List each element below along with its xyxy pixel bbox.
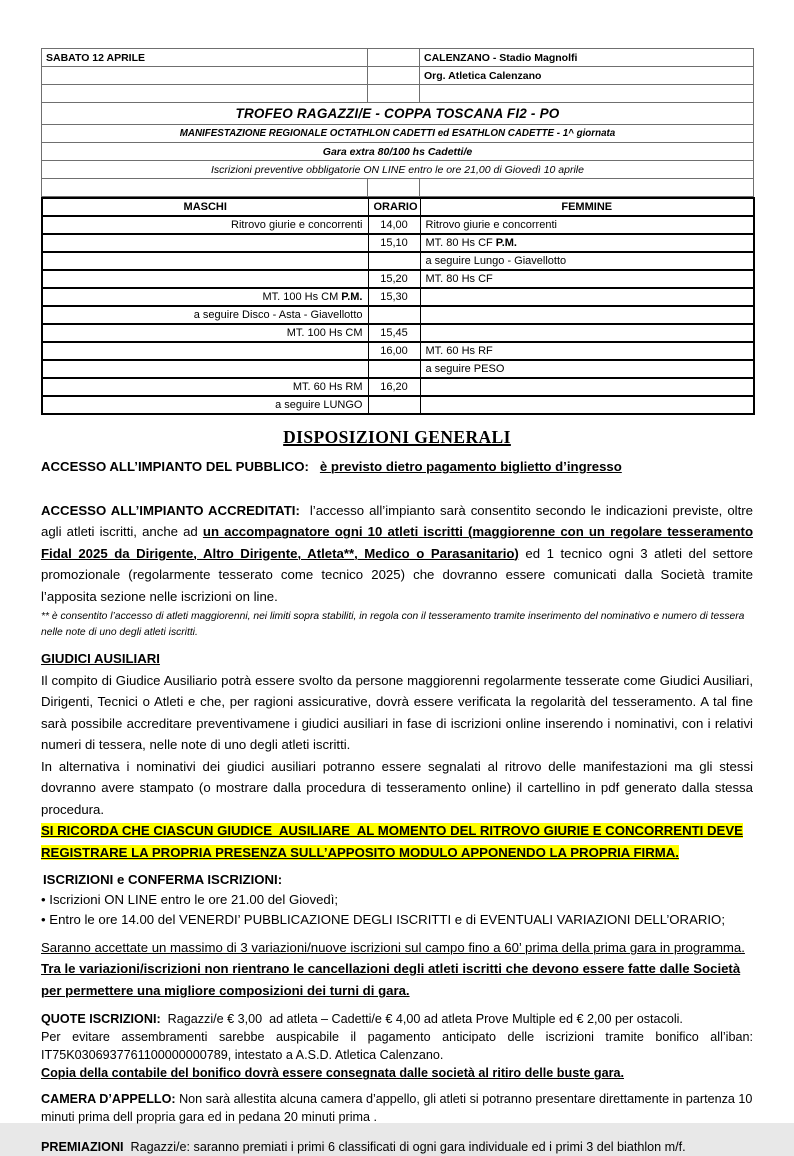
event-info-table [41,48,754,197]
iscrizioni-bullet-1: • Iscrizioni ON LINE entro le ore 21.00 del Giovedì; [41,892,339,907]
cell-maschi: MT. 100 Hs CM [42,324,368,342]
accesso-accreditati-paragraph: ACCESSO ALL’IMPIANTO ACCREDITATI: l’accesso all’impianto sarà consentito secondo le indicazioni previste, oltre agli atleti iscritti, anche ad un accompagnatore ogni 10 atleti iscritti (maggiorenne con un regolare tesseramento Fidal 2025 da Dirigente, Altro Dirigente, Atleta**, Medico o Parasanitario) ed 1 tecnico ogni 3 atleti del settore promozionale (regolarmente tesserato come tecnico 2025) che dovranno essere comunicati dalla Società tramite l’apposita sezione nelle iscrizioni on line. [41,502,754,604]
schedule-row [42,306,754,324]
cell-femmine [420,324,754,342]
info-row-organizer [42,67,754,85]
cell-femmine: MT. 80 Hs CF [420,270,754,288]
cell-maschi: a seguire Disco - Asta - Giavellotto [42,306,368,324]
cell-maschi: MT. 100 Hs CM P.M. [42,288,368,306]
cell-orario: 15,30 [368,288,420,306]
cell-maschi [42,252,368,270]
footnote-paragraph: ** è consentito l’accesso di atleti maggiorenni, nei limiti sopra stabiliti, in regola con il tesseramento tramite inserimento del nominativo e numero di tessera nelle note di uno degli atleti iscritti. [41,611,745,638]
empty-cell [42,67,368,85]
cell-orario: 16,00 [368,342,420,360]
schedule-row [42,342,754,360]
info-row-spacer [42,85,754,103]
cell-femmine: a seguire PESO [420,360,754,378]
schedule-row [42,270,754,288]
bonifico-paragraph: Per evitare assembramenti sarebbe auspicabile il pagamento anticipato delle iscrizioni tramite bonifico all’iban: IT75K0306937761100000000789, intestato a A.S.D. Atletica Calenzano. [41,1030,753,1062]
cell-orario: 15,20 [368,270,420,288]
giudici-paragraph-2: In alternativa i nominativi dei giudici ausiliari potranno essere segnalati al ritrovo delle manifestazioni ma gli stessi dovranno avere stampato (o mostrare dalla procedura di tesseramento online) il cartellino in pdf generato dalla stessa procedura. [41,758,753,817]
info-row-note [42,161,754,179]
schedule-row [42,378,754,396]
info-row-date-venue [42,49,754,67]
cell-maschi [42,270,368,288]
cell-maschi [42,342,368,360]
cell-orario: 15,10 [368,234,420,252]
cell-maschi [42,360,368,378]
event-extra-race: Gara extra 80/100 hs Cadetti/e [42,143,754,161]
info-row-spacer [42,179,754,197]
quote-iscrizioni-paragraph: QUOTE ISCRIZIONI: Ragazzi/e € 3,00 ad atleta – Cadetti/e € 4,00 ad atleta Prove Multiple ed € 2,00 per ostacoli. [41,1012,683,1026]
schedule-row [42,324,754,342]
iscrizioni-heading: ISCRIZIONI e CONFERMA ISCRIZIONI: [43,872,283,887]
cell-maschi [42,234,368,252]
giudici-paragraph-1: Il compito di Giudice Ausiliario potrà essere svolto da persone maggiorenni regolarmente tesserate come Giudici Ausiliari, Dirigenti, Tecnici o Atleti e che, per ragioni assicurative, dovrà essere verificata la regolarità del tesseramento. A tal fine sarà possibile accreditare preventivamene i giudici ausiliari in fase di iscrizioni online inserendo i nominativi, con i relativi numeri di tessera, nelle note di uno degli atleti iscritti. [41,672,753,752]
cell-maschi: a seguire LUNGO [42,396,368,414]
empty-cell [368,67,420,85]
empty-cell [42,179,368,197]
giudici-highlight-notice: SI RICORDA CHE CIASCUN GIUDICE AUSILIARE AL MOMENTO DEL RITROVO GIURIE E CONCORRENTI DEVE REGISTRARE LA PROPRIA PRESENZA SULL’APPOSITO MODULO APPONENDO LA PROPRIA FIRMA. [41,823,743,860]
empty-cell [368,49,420,67]
camera-appello-paragraph: CAMERA D’APPELLO: Non sarà allestita alcuna camera d’appello, gli atleti si potranno presentare direttamente in partenza 10 minuti prima dell propria gara ed in pedana 20 minuti prima . [41,1092,753,1124]
cell-femmine: Ritrovo giurie e concorrenti [420,216,754,234]
giudici-ausiliari-heading: GIUDICI AUSILIARI [41,651,160,666]
cell-femmine: a seguire Lungo - Giavellotto [420,252,754,270]
schedule-row [42,252,754,270]
page-title: DISPOSIZIONI GENERALI [283,427,511,447]
cell-femmine: MT. 60 Hs RF [420,342,754,360]
column-header-femmine: FEMMINE [420,198,754,216]
cell-femmine [420,306,754,324]
schedule-row [42,234,754,252]
cancellazioni-paragraph: Tra le variazioni/iscrizioni non rientrano le cancellazioni degli atleti iscritti che devono essere fatte dalle Società per permettere una migliore composizioni dei turni di gara. [41,961,741,998]
empty-cell [368,179,420,197]
event-title: TROFEO RAGAZZI/E - COPPA TOSCANA FI2 - PO [42,103,754,125]
schedule-row [42,288,754,306]
empty-cell [368,85,420,103]
cell-maschi: MT. 60 Hs RM [42,378,368,396]
empty-cell [420,85,754,103]
info-row-subtitle [42,125,754,143]
schedule-row [42,216,754,234]
schedule-header-row [42,198,754,216]
empty-cell [42,85,368,103]
premiazioni-paragraph: PREMIAZIONI Ragazzi/e: saranno premiati i primi 6 classificati di ogni gara individuale ed i primi 3 del biathlon m/f. [41,1140,686,1154]
info-row-extra [42,143,754,161]
cell-orario [368,252,420,270]
schedule-row [42,396,754,414]
cell-maschi: Ritrovo giurie e concorrenti [42,216,368,234]
cell-orario: 16,20 [368,378,420,396]
info-row-title [42,103,754,125]
iscrizioni-bullet-2: • Entro le ore 14.00 del VENERDI’ PUBBLICAZIONE DEGLI ISCRITTI e di EVENTUALI VARIAZIONI DELL’ORARIO; [41,912,725,927]
cell-orario [368,360,420,378]
accesso-pubblico-paragraph: ACCESSO ALL’IMPIANTO DEL PUBBLICO: è previsto dietro pagamento biglietto d’ingresso [41,459,622,474]
column-header-orario: ORARIO [368,198,420,216]
schedule-table [41,197,755,415]
registration-note: Iscrizioni preventive obbligatorie ON LINE entro le ore 21,00 di Giovedì 10 aprile [42,161,754,179]
event-venue: CALENZANO - Stadio Magnolfi [420,49,754,67]
cell-orario [368,306,420,324]
cell-orario [368,396,420,414]
variazioni-paragraph: Saranno accettate un massimo di 3 variazioni/nuove iscrizioni sul campo fino a 60’ prima della prima gara in programma. [41,940,745,955]
event-organizer: Org. Atletica Calenzano [420,67,754,85]
cell-femmine [420,396,754,414]
cell-femmine: MT. 80 Hs CF P.M. [420,234,754,252]
contabile-paragraph: Copia della contabile del bonifico dovrà essere consegnata dalle società al ritiro delle buste gara. [41,1066,624,1080]
empty-cell [420,179,754,197]
cell-orario: 14,00 [368,216,420,234]
cell-femmine [420,288,754,306]
event-date: SABATO 12 APRILE [42,49,368,67]
schedule-row [42,360,754,378]
dispositions-body [41,456,753,1156]
event-subtitle: MANIFESTAZIONE REGIONALE OCTATHLON CADETTI ed ESATHLON CADETTE - 1^ giornata [42,125,754,143]
cell-orario: 15,45 [368,324,420,342]
column-header-maschi: MASCHI [42,198,368,216]
cell-femmine [420,378,754,396]
